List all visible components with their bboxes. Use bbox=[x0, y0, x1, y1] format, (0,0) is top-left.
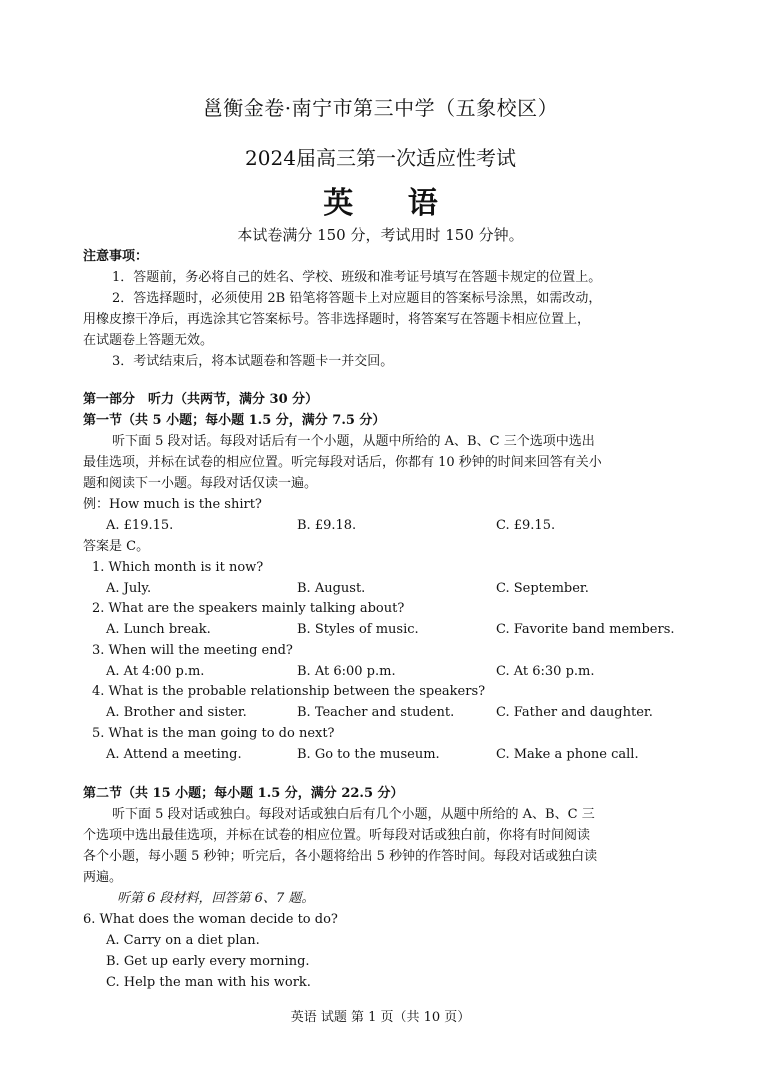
example-option-b: B. £9.18. bbox=[297, 518, 357, 533]
exam-info: 本试卷满分 150 分，考试用时 150 分钟。 bbox=[237, 226, 524, 244]
q4-option-c: C. Father and daughter. bbox=[496, 705, 653, 720]
exam-title-line2: 2024届高三第一次适应性考试 bbox=[245, 146, 516, 170]
q2-option-c: C. Favorite band members. bbox=[496, 622, 675, 637]
notes-heading: 注意事项： bbox=[83, 249, 149, 264]
example-question: 例：How much is the shirt? bbox=[83, 497, 262, 512]
q4-option-b: B. Teacher and student. bbox=[297, 705, 455, 720]
q1-option-b: B. August. bbox=[297, 581, 366, 596]
question-1: 1. Which month is it now? bbox=[92, 560, 264, 575]
question-5: 5. What is the man going to do next? bbox=[92, 726, 335, 741]
exam-title-line1: 邕衡金卷·南宁市第三中学（五象校区） bbox=[202, 96, 559, 120]
subject-title: 英 语 bbox=[323, 186, 460, 221]
q5-option-a: A. Attend a meeting. bbox=[106, 747, 242, 762]
q2-option-b: B. Styles of music. bbox=[297, 622, 419, 637]
q1-option-a: A. July. bbox=[106, 581, 152, 596]
q6-option-a: A. Carry on a diet plan. bbox=[106, 933, 260, 948]
material-6-note: 听第 6 段材料，回答第 6、7 题。 bbox=[117, 891, 315, 906]
example-answer: 答案是 C。 bbox=[83, 539, 150, 554]
section2-heading: 第二节（共 15 小题；每小题 1.5 分，满分 22.5 分） bbox=[83, 786, 404, 801]
q5-option-b: B. Go to the museum. bbox=[297, 747, 440, 762]
example-option-c: C. £9.15. bbox=[496, 518, 556, 533]
section2-instructions-a: 听下面 5 段对话或独白。每段对话或独白后有几个小题，从题中所给的 A、B、C 三 bbox=[112, 807, 595, 822]
section2-instructions-d: 两遍。 bbox=[83, 870, 123, 885]
q5-option-c: C. Make a phone call. bbox=[496, 747, 639, 762]
section1-instructions-a: 听下面 5 段对话。每段对话后有一个小题，从题中所给的 A、B、C 三个选项中选出 bbox=[112, 434, 595, 449]
q6-option-c: C. Help the man with his work. bbox=[106, 975, 311, 990]
note-3: 3．考试结束后，将本试题卷和答题卡一并交回。 bbox=[112, 354, 394, 369]
q3-option-a: A. At 4:00 p.m. bbox=[106, 664, 205, 679]
note-1: 1．答题前，务必将自己的姓名、学校、班级和准考证号填写在答题卡规定的位置上。 bbox=[112, 270, 602, 285]
part1-heading: 第一部分 听力（共两节，满分 30 分） bbox=[83, 392, 319, 407]
question-6: 6. What does the woman decide to do? bbox=[83, 912, 338, 927]
question-4: 4. What is the probable relationship between the speakers? bbox=[92, 684, 486, 699]
note-2b: 用橡皮擦干净后，再选涂其它答案标号。答非选择题时，将答案写在答题卡相应位置上， bbox=[83, 312, 591, 327]
section1-instructions-c: 题和阅读下一小题。每段对话仅读一遍。 bbox=[83, 476, 318, 491]
q2-option-a: A. Lunch break. bbox=[106, 622, 211, 637]
section2-instructions-b: 个选项中选出最佳选项，并标在试卷的相应位置。听每段对话或独白前，你将有时间阅读 bbox=[83, 828, 591, 843]
q3-option-b: B. At 6:00 p.m. bbox=[297, 664, 396, 679]
question-3: 3. When will the meeting end? bbox=[92, 643, 293, 658]
note-2a: 2．答选择题时，必须使用 2B 铅笔将答题卡上对应题目的答案标号涂黑，如需改动， bbox=[112, 291, 602, 306]
q3-option-c: C. At 6:30 p.m. bbox=[496, 664, 595, 679]
section1-heading: 第一节（共 5 小题；每小题 1.5 分，满分 7.5 分） bbox=[83, 413, 386, 428]
q4-option-a: A. Brother and sister. bbox=[106, 705, 247, 720]
example-option-a: A. £19.15. bbox=[106, 518, 174, 533]
q6-option-b: B. Get up early every morning. bbox=[106, 954, 310, 969]
section2-instructions-c: 各个小题，每小题 5 秒钟；听完后，各小题将给出 5 秒钟的作答时间。每段对话或独白读 bbox=[83, 849, 598, 864]
note-2c: 在试题卷上答题无效。 bbox=[83, 333, 214, 348]
question-2: 2. What are the speakers mainly talking about? bbox=[92, 601, 405, 616]
section1-instructions-b: 最佳选项，并标在试卷的相应位置。听完每段对话后，你都有 10 秒钟的时间来回答有关小 bbox=[83, 455, 602, 470]
q1-option-c: C. September. bbox=[496, 581, 589, 596]
page-footer: 英语 试题 第 1 页（共 10 页） bbox=[290, 1010, 471, 1025]
